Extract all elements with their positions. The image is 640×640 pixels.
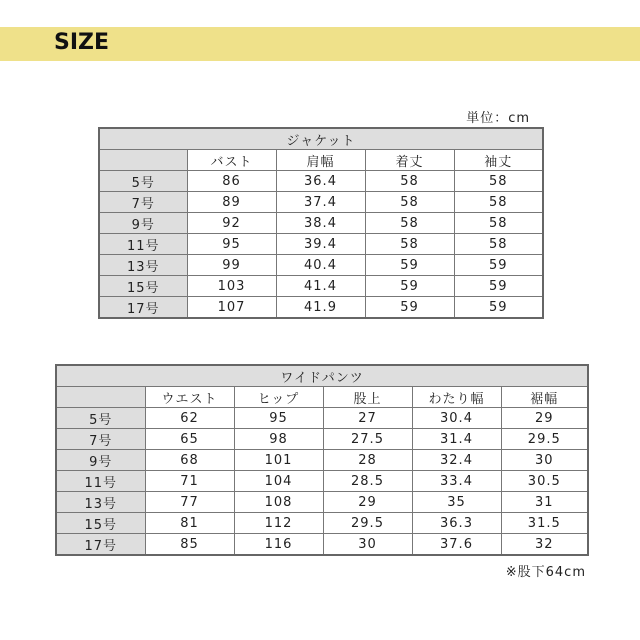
size-label-cell: 11号 bbox=[56, 471, 145, 492]
measurement-cell: 58 bbox=[454, 192, 543, 213]
measurement-cell: 35 bbox=[412, 492, 501, 513]
measurement-cell: 27.5 bbox=[323, 429, 412, 450]
header-corner-cell bbox=[99, 150, 187, 171]
table-row bbox=[56, 429, 588, 450]
measurement-cell: 116 bbox=[234, 534, 323, 556]
measurement-cell: 104 bbox=[234, 471, 323, 492]
measurement-cell: 28 bbox=[323, 450, 412, 471]
measurement-cell: 41.4 bbox=[276, 276, 365, 297]
column-header: 肩幅 bbox=[276, 150, 365, 171]
measurement-cell: 28.5 bbox=[323, 471, 412, 492]
measurement-cell: 62 bbox=[145, 408, 234, 429]
table-row bbox=[99, 276, 543, 297]
column-header: 袖丈 bbox=[454, 150, 543, 171]
measurement-cell: 31.5 bbox=[501, 513, 588, 534]
measurement-cell: 36.4 bbox=[276, 171, 365, 192]
measurement-cell: 81 bbox=[145, 513, 234, 534]
size-label-cell: 5号 bbox=[56, 408, 145, 429]
measurement-cell: 112 bbox=[234, 513, 323, 534]
table-row bbox=[56, 450, 588, 471]
measurement-cell: 92 bbox=[187, 213, 276, 234]
size-label-cell: 9号 bbox=[99, 213, 187, 234]
measurement-cell: 107 bbox=[187, 297, 276, 319]
size-label-cell: 15号 bbox=[99, 276, 187, 297]
measurement-cell: 59 bbox=[454, 255, 543, 276]
measurement-cell: 99 bbox=[187, 255, 276, 276]
page-title: SIZE bbox=[54, 30, 110, 55]
measurement-cell: 32 bbox=[501, 534, 588, 556]
column-header: ヒップ bbox=[234, 387, 323, 408]
measurement-cell: 41.9 bbox=[276, 297, 365, 319]
measurement-cell: 58 bbox=[365, 213, 454, 234]
table-row bbox=[56, 534, 588, 556]
measurement-cell: 37.4 bbox=[276, 192, 365, 213]
size-label-cell: 7号 bbox=[56, 429, 145, 450]
measurement-cell: 108 bbox=[234, 492, 323, 513]
measurement-cell: 31 bbox=[501, 492, 588, 513]
measurement-cell: 59 bbox=[454, 276, 543, 297]
jacket-title-row bbox=[99, 128, 543, 150]
size-label-cell: 13号 bbox=[99, 255, 187, 276]
pants-title-row bbox=[56, 365, 588, 387]
table-row bbox=[56, 492, 588, 513]
table-row bbox=[99, 255, 543, 276]
size-label-cell: 15号 bbox=[56, 513, 145, 534]
measurement-cell: 32.4 bbox=[412, 450, 501, 471]
measurement-cell: 39.4 bbox=[276, 234, 365, 255]
unit-label: 単位：cm bbox=[466, 111, 530, 126]
title-banner bbox=[0, 27, 640, 61]
size-label-cell: 9号 bbox=[56, 450, 145, 471]
measurement-cell: 30.4 bbox=[412, 408, 501, 429]
column-header: わたり幅 bbox=[412, 387, 501, 408]
measurement-cell: 95 bbox=[187, 234, 276, 255]
table-row bbox=[99, 234, 543, 255]
measurement-cell: 59 bbox=[454, 297, 543, 319]
size-label-cell: 13号 bbox=[56, 492, 145, 513]
measurement-cell: 36.3 bbox=[412, 513, 501, 534]
measurement-cell: 38.4 bbox=[276, 213, 365, 234]
table-row bbox=[56, 408, 588, 429]
measurement-cell: 29.5 bbox=[323, 513, 412, 534]
measurement-cell: 89 bbox=[187, 192, 276, 213]
measurement-cell: 58 bbox=[365, 171, 454, 192]
measurement-cell: 103 bbox=[187, 276, 276, 297]
measurement-cell: 77 bbox=[145, 492, 234, 513]
measurement-cell: 86 bbox=[187, 171, 276, 192]
table-row bbox=[99, 171, 543, 192]
measurement-cell: 85 bbox=[145, 534, 234, 556]
column-header: バスト bbox=[187, 150, 276, 171]
measurement-cell: 58 bbox=[365, 192, 454, 213]
column-header: ウエスト bbox=[145, 387, 234, 408]
table-row bbox=[99, 192, 543, 213]
measurement-cell: 71 bbox=[145, 471, 234, 492]
measurement-cell: 101 bbox=[234, 450, 323, 471]
size-label-cell: 11号 bbox=[99, 234, 187, 255]
measurement-cell: 31.4 bbox=[412, 429, 501, 450]
pants-size-table bbox=[55, 364, 589, 556]
measurement-cell: 30 bbox=[501, 450, 588, 471]
measurement-cell: 58 bbox=[454, 234, 543, 255]
measurement-cell: 29 bbox=[501, 408, 588, 429]
header-corner-cell bbox=[56, 387, 145, 408]
measurement-cell: 58 bbox=[454, 171, 543, 192]
size-label-cell: 5号 bbox=[99, 171, 187, 192]
column-header: 裾幅 bbox=[501, 387, 588, 408]
measurement-cell: 68 bbox=[145, 450, 234, 471]
jacket-table-title: ジャケット bbox=[99, 128, 543, 150]
size-label-cell: 7号 bbox=[99, 192, 187, 213]
inseam-note: ※股下64cm bbox=[505, 565, 586, 580]
measurement-cell: 58 bbox=[454, 213, 543, 234]
pants-header-row bbox=[56, 387, 588, 408]
measurement-cell: 58 bbox=[365, 234, 454, 255]
measurement-cell: 27 bbox=[323, 408, 412, 429]
size-label-cell: 17号 bbox=[99, 297, 187, 319]
measurement-cell: 59 bbox=[365, 276, 454, 297]
measurement-cell: 59 bbox=[365, 297, 454, 319]
measurement-cell: 29 bbox=[323, 492, 412, 513]
measurement-cell: 59 bbox=[365, 255, 454, 276]
jacket-size-table bbox=[98, 127, 544, 319]
size-label-cell: 17号 bbox=[56, 534, 145, 556]
table-row bbox=[56, 471, 588, 492]
table-row bbox=[99, 297, 543, 319]
measurement-cell: 29.5 bbox=[501, 429, 588, 450]
table-row bbox=[99, 213, 543, 234]
pants-table-title: ワイドパンツ bbox=[56, 365, 588, 387]
measurement-cell: 30 bbox=[323, 534, 412, 556]
measurement-cell: 37.6 bbox=[412, 534, 501, 556]
measurement-cell: 98 bbox=[234, 429, 323, 450]
column-header: 股上 bbox=[323, 387, 412, 408]
measurement-cell: 65 bbox=[145, 429, 234, 450]
measurement-cell: 33.4 bbox=[412, 471, 501, 492]
measurement-cell: 95 bbox=[234, 408, 323, 429]
measurement-cell: 30.5 bbox=[501, 471, 588, 492]
column-header: 着丈 bbox=[365, 150, 454, 171]
table-row bbox=[56, 513, 588, 534]
jacket-header-row bbox=[99, 150, 543, 171]
measurement-cell: 40.4 bbox=[276, 255, 365, 276]
